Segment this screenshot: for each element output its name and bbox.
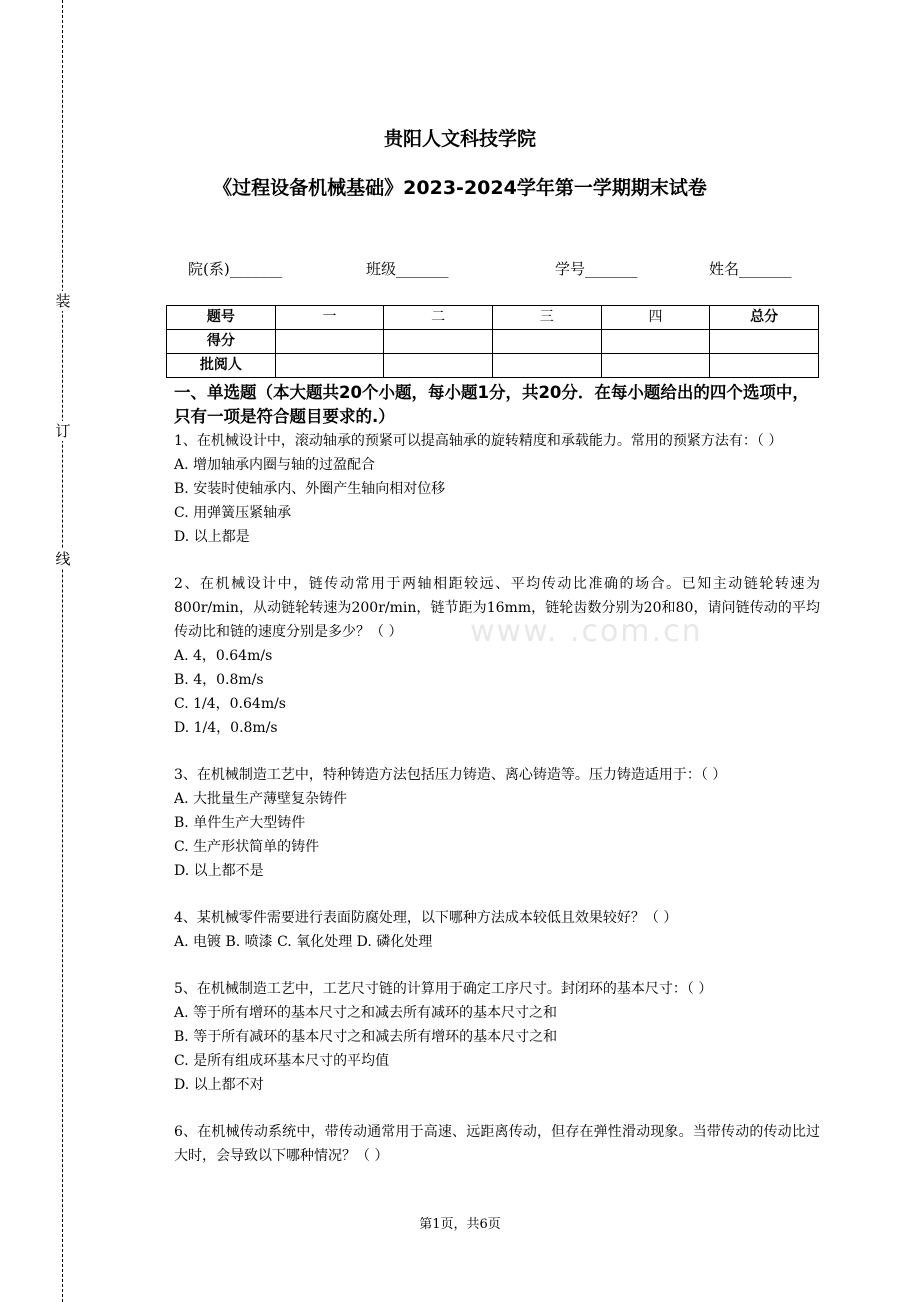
score-header-cell: 四 [601, 306, 710, 330]
question-6 [174, 1120, 820, 1168]
student-id-field: 学号_______ [555, 260, 638, 278]
score-header-cell: 三 [492, 306, 601, 330]
question-stem: 1、在机械设计中，滚动轴承的预紧可以提高轴承的旋转精度和承载能力。常用的预紧方法有：（ ） [174, 433, 783, 449]
score-cell [275, 330, 384, 354]
question-5 [174, 977, 820, 1097]
score-row-label: 得分 [167, 330, 276, 354]
watermark: www. .com.cn [470, 614, 703, 649]
question-1 [174, 429, 820, 549]
question-3 [174, 763, 820, 883]
option-a: A. 4，0.64m/s [174, 648, 273, 664]
reviewer-cell [710, 354, 819, 378]
question-4 [174, 906, 820, 954]
option-d: D. 以上都是 [174, 529, 250, 545]
option-a: A. 大批量生产薄壁复杂铸件 [174, 791, 348, 807]
option-a: A. 增加轴承内圈与轴的过盈配合 [174, 457, 376, 473]
options-inline: A. 电镀 B. 喷漆 C. 氧化处理 D. 磷化处理 [174, 934, 433, 950]
reviewer-cell [275, 354, 384, 378]
option-d: D. 1/4，0.8m/s [174, 720, 278, 736]
question-stem: 6、在机械传动系统中，带传动通常用于高速、远距离传动，但存在弹性滑动现象。当带传动的传动比过大时，会导致以下哪种情况？（ ） [174, 1124, 820, 1164]
score-cell [710, 330, 819, 354]
question-list [174, 429, 820, 1191]
question-2 [174, 572, 820, 740]
score-cell [492, 330, 601, 354]
school-name: 贵阳人文科技学院 [383, 128, 536, 150]
option-b: B. 安装时使轴承内、外圈产生轴向相对位移 [174, 481, 446, 497]
score-header-cell: 一 [275, 306, 384, 330]
page-footer: 第1页，共6页 [419, 1217, 501, 1232]
score-table [166, 305, 819, 378]
reviewer-row [167, 354, 819, 378]
exam-title: 《过程设备机械基础》2023-2024学年第一学期期末试卷 [213, 177, 707, 199]
reviewer-cell [601, 354, 710, 378]
binding-char-ding: 订 [55, 422, 71, 440]
score-table-header-row [167, 306, 819, 330]
option-a: A. 等于所有增环的基本尺寸之和减去所有减环的基本尺寸之和 [174, 1005, 558, 1021]
score-cell [601, 330, 710, 354]
class-field: 班级_______ [366, 260, 449, 278]
reviewer-row-label: 批阅人 [167, 354, 276, 378]
department-field: 院(系)_______ [188, 260, 283, 278]
option-c: C. 1/4，0.64m/s [174, 696, 286, 712]
section-title: 一、单选题（本大题共20个小题，每小题1分，共20分．在每小题给出的四个选项中，只有一项是符合题目要求的.） [174, 383, 809, 426]
option-c: C. 生产形状简单的铸件 [174, 839, 320, 855]
score-cell [384, 330, 493, 354]
score-header-cell: 二 [384, 306, 493, 330]
option-b: B. 4，0.8m/s [174, 672, 264, 688]
option-d: D. 以上都不是 [174, 863, 264, 879]
option-b: B. 单件生产大型铸件 [174, 815, 306, 831]
option-b: B. 等于所有减环的基本尺寸之和减去所有增环的基本尺寸之和 [174, 1029, 558, 1045]
question-stem: 3、在机械制造工艺中，特种铸造方法包括压力铸造、离心铸造等。压力铸造适用于：（ ） [174, 767, 727, 783]
question-stem: 4、某机械零件需要进行表面防腐处理，以下哪种方法成本较低且效果较好？（ ） [174, 910, 678, 926]
option-c: C. 是所有组成环基本尺寸的平均值 [174, 1053, 390, 1069]
score-row [167, 330, 819, 354]
option-c: C. 用弹簧压紧轴承 [174, 505, 292, 521]
score-header-cell: 题号 [167, 306, 276, 330]
score-header-cell: 总分 [710, 306, 819, 330]
name-field: 姓名_______ [709, 260, 792, 278]
reviewer-cell [492, 354, 601, 378]
reviewer-cell [384, 354, 493, 378]
question-stem: 5、在机械制造工艺中，工艺尺寸链的计算用于确定工序尺寸。封闭环的基本尺寸：（ ） [174, 981, 713, 997]
binding-char-zhuang: 装 [55, 292, 71, 310]
binding-char-xian: 线 [55, 550, 71, 568]
question-stem: 2、在机械设计中，链传动常用于两轴相距较远、平均传动比准确的场合。已知主动链轮转速为800r/min，从动链轮转速为200r/min，链节距为16mm，链轮齿数分别为20和80，请问链传动的平均传动比和链的速度分别是多少？（ ） [174, 576, 820, 640]
option-d: D. 以上都不对 [174, 1077, 264, 1093]
